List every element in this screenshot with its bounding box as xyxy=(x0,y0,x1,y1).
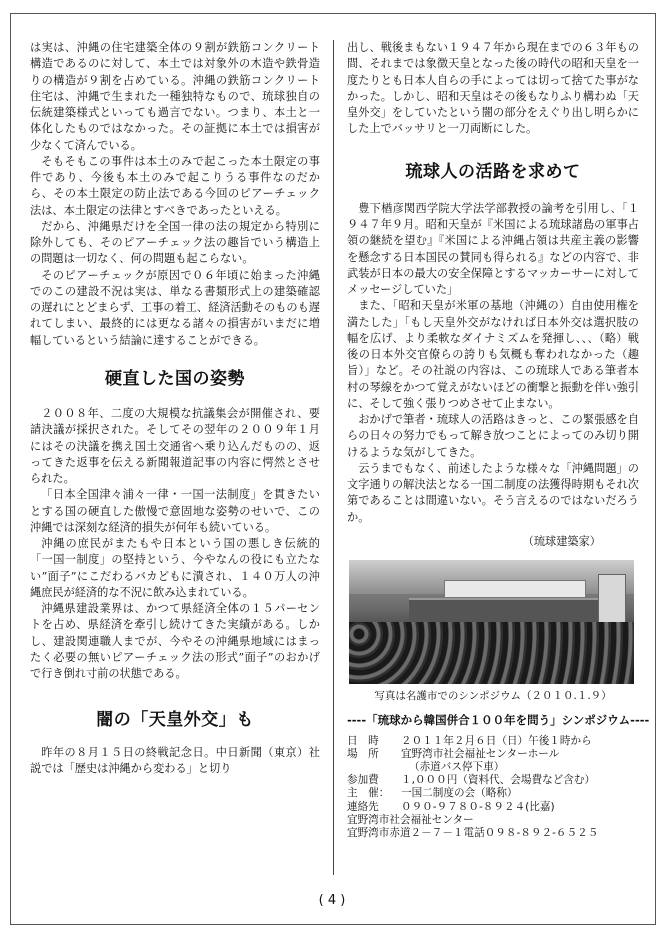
banner-icon xyxy=(444,580,586,598)
paragraph: だから、沖縄県だけを全国一律の法の規定から特別に除外しても、そのピアーチェック法の趣旨でいう構造上の問題は一切なく、何の問題も起こらない。 xyxy=(30,219,320,266)
event-contact xyxy=(347,801,639,814)
paragraph: 豊下楢彦関西学院大学法学部教授の論考を引用し、「１９４７年９月。昭和天皇が『米国による琉球諸島の軍事占領の継続を望む』『米国による沖縄占領は共産主義の影響を懸念する日本国民の賛同も得られる』などの内容で、非武装が日本の最大の安全保障とするマッカーサーに対してメッセージしていた」 xyxy=(347,201,639,296)
section-heading: 闇の「天皇外交」も xyxy=(96,710,254,731)
paragraph: 出し、戦後まもない１９４７年から現在までの６３年もの間、それまでは象徴天皇となった後の時代の昭和天皇を一度たりとも日本人自らの手によっては切って捨てた事がなかった。しかし、昭和天皇はその後もなりふり構わぬ「天皇外交」をしていたという闇の部分をえぐり出し明らかにした上でバッサリと一刀両断にした。 xyxy=(347,41,639,136)
section-heading: 琉球人の活路を求めて xyxy=(405,161,581,182)
place-value: 宜野湾市社会福祉センターホール xyxy=(401,747,560,760)
page-number: ( 4 ) xyxy=(318,893,346,908)
date-label: 日 時 xyxy=(347,734,379,747)
event-host xyxy=(347,787,639,800)
photo-caption: 写真は名護市でのシンポジウム（２０１０.１.９） xyxy=(374,690,612,702)
date-value: ２０１１年２月６日（日）午後１時から xyxy=(401,734,592,747)
event-title: ----「琉球から韓国併合１００年を問う」シンポジウム---- xyxy=(347,713,650,728)
venue-line-2: 宜野湾市赤道２－７－１電話０９８-８９２-６５２５ xyxy=(347,826,599,839)
paragraph: 沖縄の庶民がまたもや日本という国の悪しき伝統的「一国一制度」の堅持という、今やなんの役にも立たない”面子”にこだわるバカどもに潰され、１４０万人の沖縄庶民が経済的な不況に飲み込まれている。 xyxy=(30,537,320,599)
column-divider xyxy=(333,40,334,875)
paragraph: 云うまでもなく、前述したような様々な「沖縄問題」の文字通りの解決法となる一国二制度の法獲得時期もそれ次第であることは間違いない。そう言えるのではないだろうか。 xyxy=(347,461,639,524)
fee-value: １,０００円（資料代、会場費など含む） xyxy=(401,774,596,787)
author-signature: （琉球建築家） xyxy=(522,534,601,548)
event-date xyxy=(347,735,639,748)
paragraph: おかげで筆者・琉球人の活路はきっと、この緊張感を自らの日々の努力でもって解き放つことによってのみ切り開けるような気がしてきた。 xyxy=(347,413,639,459)
place-label: 場 所 xyxy=(347,747,379,760)
symposium-photo xyxy=(349,560,634,684)
paragraph: そのピアーチェックが原因で０６年頃に始まった沖縄でのこの建設不況は実は、単なる書類形式上の建築確認の遅れにとどまらず、工事の着工、経済活動そのものも遅れてしまい、最終的には更なる諸々の損害がいまだに増幅しているという結論に達することができる。 xyxy=(30,268,320,347)
section-heading: 硬直した国の姿勢 xyxy=(105,368,245,389)
paragraph: そもそもこの事件は本土のみで起こった本土限定の事件であり、今後も本土のみで起こりうる事件なのだから、その本土限定の防止法である今回のピアーチェック法は、本土限定の法律とすべきであったといえる。 xyxy=(30,154,320,217)
contact-label: 連絡先 xyxy=(347,800,379,813)
place-note: （赤道バス停下車） xyxy=(409,760,505,773)
host-value: 一国二制度の会（略称） xyxy=(401,787,518,800)
host-label: 主 催： xyxy=(347,787,390,800)
paragraph: また、「昭和天皇が米軍の基地（沖縄の）自由使用権を満たした」「もし天皇外交がなければ日本外交は選択肢の幅を広げ、より柔軟なダイナミズムを発揮し、、、（略）戦後の日本外交官僚らの誇りも気概も奪われなかった（趣旨）」など。その社説の内容は、この琉球人である筆者本村の琴線をかつて覚えがないほどの衝撃と振動を伴い強引に、そして強く張りつめさせて止まない。 xyxy=(347,299,639,410)
contact-value: ０９０-９７８０-８９２４(比嘉) xyxy=(401,800,555,813)
paragraph: 沖縄県建設業界は、かつて県経済全体の１５パーセントを占め、県経済を牽引し続けてきた実績がある。しかし、建設関連職人までが、今やその沖縄県地域にはまったく必要の無いピアーチェック法の形式”面子”のおかげで行き倒れ寸前の状態である。 xyxy=(30,602,320,680)
paragraph: 昨年の８月１５日の終戦記念日。中日新聞（東京）社説では「歴史は沖縄から変わる」と切り xyxy=(30,745,320,775)
photo-side-banner xyxy=(598,574,626,628)
event-fee xyxy=(347,774,639,787)
fee-label: 参加費 xyxy=(347,774,379,787)
paragraph: 「日本全国津々浦々一律・一国一法制度」を貫きたいとする国の硬直した傲慢で意固地な姿勢のせいで、この沖縄では深刻な経済的損失が何年も続いている。 xyxy=(30,488,320,534)
venue-line-1: 宜野湾市社会福祉センター xyxy=(347,813,474,826)
right-column xyxy=(347,40,650,840)
paragraph: ２００８年、二度の大規模な抗議集会が開催され、要請決議が採択された。そしてその翌年の２００９年１月にはその決議を携え国土交通省へ乗り込んだものの、返ってきた返事を伝える新聞報道記事の内容に愕然とさせられた。 xyxy=(30,407,320,485)
photo-audience xyxy=(349,622,634,684)
left-column xyxy=(30,40,320,777)
event-place xyxy=(347,748,639,761)
paragraph: は実は、沖縄の住宅建築全体の９割が鉄筋コンクリート構造であるのに対して、本土では対象外の木造や鉄骨造りの構造が９割を占めている。沖縄の鉄筋コンクリート住宅は、沖縄で生まれた一種独特なもので、琉球独自の伝統建築様式といっても過言でない。つまり、本土と一体化したものではなかった。その証拠に本土では損害が少なくて済んでいる。 xyxy=(30,41,320,152)
event-details xyxy=(347,735,639,841)
